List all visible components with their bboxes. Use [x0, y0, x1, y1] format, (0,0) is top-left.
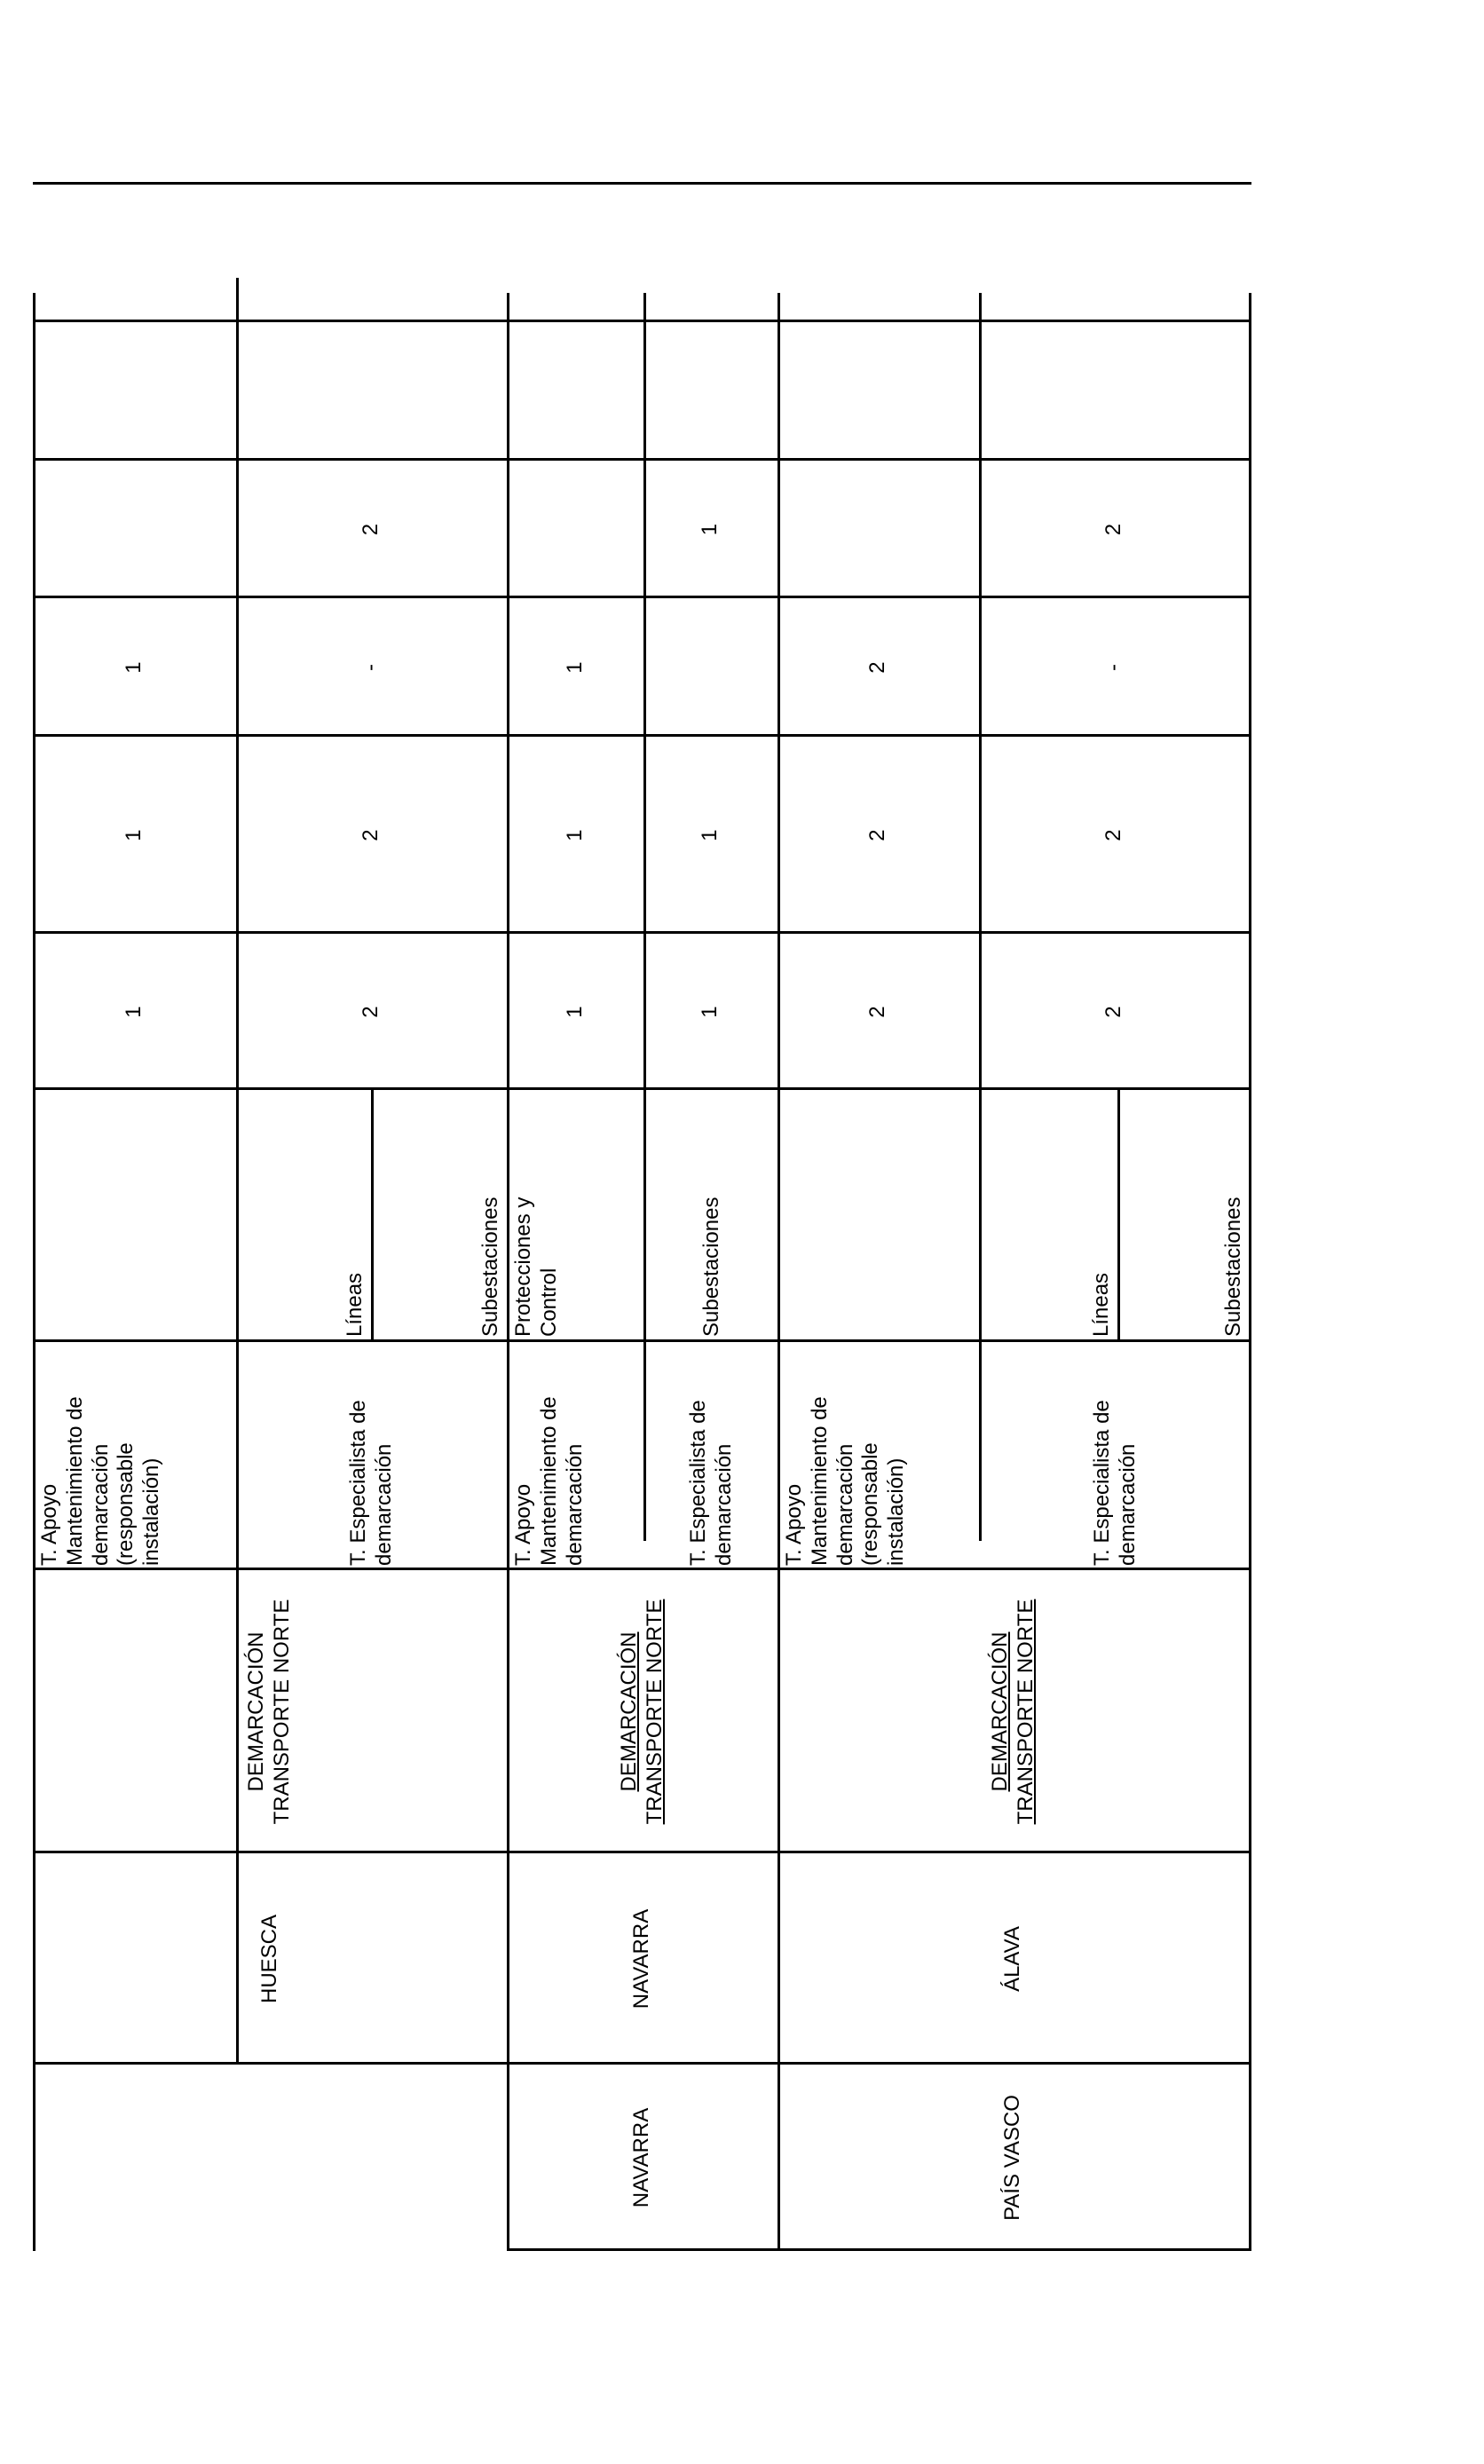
specialty-cell: Subestaciones	[1221, 1196, 1246, 1337]
specialty-cell	[37, 1092, 234, 1337]
demarcation-cell: DEMARCACIÓN TRANSPORTE NORTE	[616, 1599, 667, 1825]
grid-line	[1249, 293, 1251, 2251]
value-cell	[507, 461, 643, 598]
value-cell: 2	[1101, 523, 1125, 536]
value-cell: 2	[359, 1006, 383, 1018]
value-cell: 2	[865, 829, 890, 841]
specialty-cell: Líneas	[1089, 1272, 1114, 1337]
value-cell	[507, 322, 643, 461]
value-cell: 1	[562, 661, 587, 674]
grid-line	[33, 182, 1251, 185]
value-cell	[778, 322, 979, 461]
value-cell: 1	[698, 1006, 722, 1018]
value-cell: -	[1101, 664, 1125, 671]
value-cell: 2	[359, 829, 383, 841]
value-cell: 1	[122, 829, 146, 841]
value-cell	[33, 461, 236, 598]
value-cell: 1	[122, 1006, 146, 1018]
value-cell: 1	[122, 661, 146, 674]
value-cell	[643, 598, 778, 737]
specialty-cell: Líneas	[343, 1272, 367, 1337]
value-cell: 2	[865, 1006, 890, 1018]
demarcation-cell: DEMARCACIÓN TRANSPORTE NORTE	[244, 1599, 294, 1825]
value-cell: 1	[562, 1006, 587, 1018]
value-cell: -	[359, 664, 383, 671]
role-cell: T. Especialista de demarcación	[346, 1400, 396, 1566]
region-cell: NAVARRA	[629, 2107, 654, 2208]
value-cell: 1	[698, 523, 722, 536]
grid-line	[33, 1339, 1251, 1342]
province-cell: HUESCA	[257, 1914, 281, 2004]
grid-line	[1117, 1090, 1120, 1342]
value-cell	[643, 322, 778, 461]
value-cell	[236, 322, 507, 461]
value-cell: 2	[865, 661, 890, 674]
role-cell: T. Especialista de demarcación	[1089, 1400, 1140, 1566]
role-cell: T. Especialista de demarcación	[686, 1400, 736, 1566]
value-cell	[979, 322, 1249, 461]
value-cell: 1	[562, 829, 587, 841]
region-cell	[33, 2065, 507, 2251]
specialty-cell: Protecciones y Control	[511, 1196, 561, 1337]
value-cell	[778, 461, 979, 598]
value-cell: 1	[698, 829, 722, 841]
province-cell: ÁLAVA	[1000, 1926, 1025, 1992]
region-cell: PAÍS VASCO	[1000, 2095, 1025, 2221]
specialty-cell	[782, 1092, 977, 1337]
specialty-cell: Subestaciones	[699, 1196, 723, 1337]
role-cell: T. Apoyo Mantenimiento de demarcación (responsable instalación)	[37, 1396, 164, 1566]
demarcation-cell: DEMARCACIÓN TRANSPORTE NORTE	[987, 1599, 1038, 1825]
value-cell: 2	[1101, 829, 1125, 841]
value-cell	[33, 322, 236, 461]
value-cell: 2	[359, 523, 383, 536]
role-cell: T. Apoyo Mantenimiento de demarcación	[511, 1396, 587, 1566]
value-cell: 2	[1101, 1006, 1125, 1018]
specialty-cell: Subestaciones	[478, 1196, 503, 1337]
role-cell: T. Apoyo Mantenimiento de demarcación (responsable instalación)	[782, 1396, 909, 1566]
province-cell: NAVARRA	[629, 1908, 654, 2010]
grid-line	[371, 1090, 374, 1342]
